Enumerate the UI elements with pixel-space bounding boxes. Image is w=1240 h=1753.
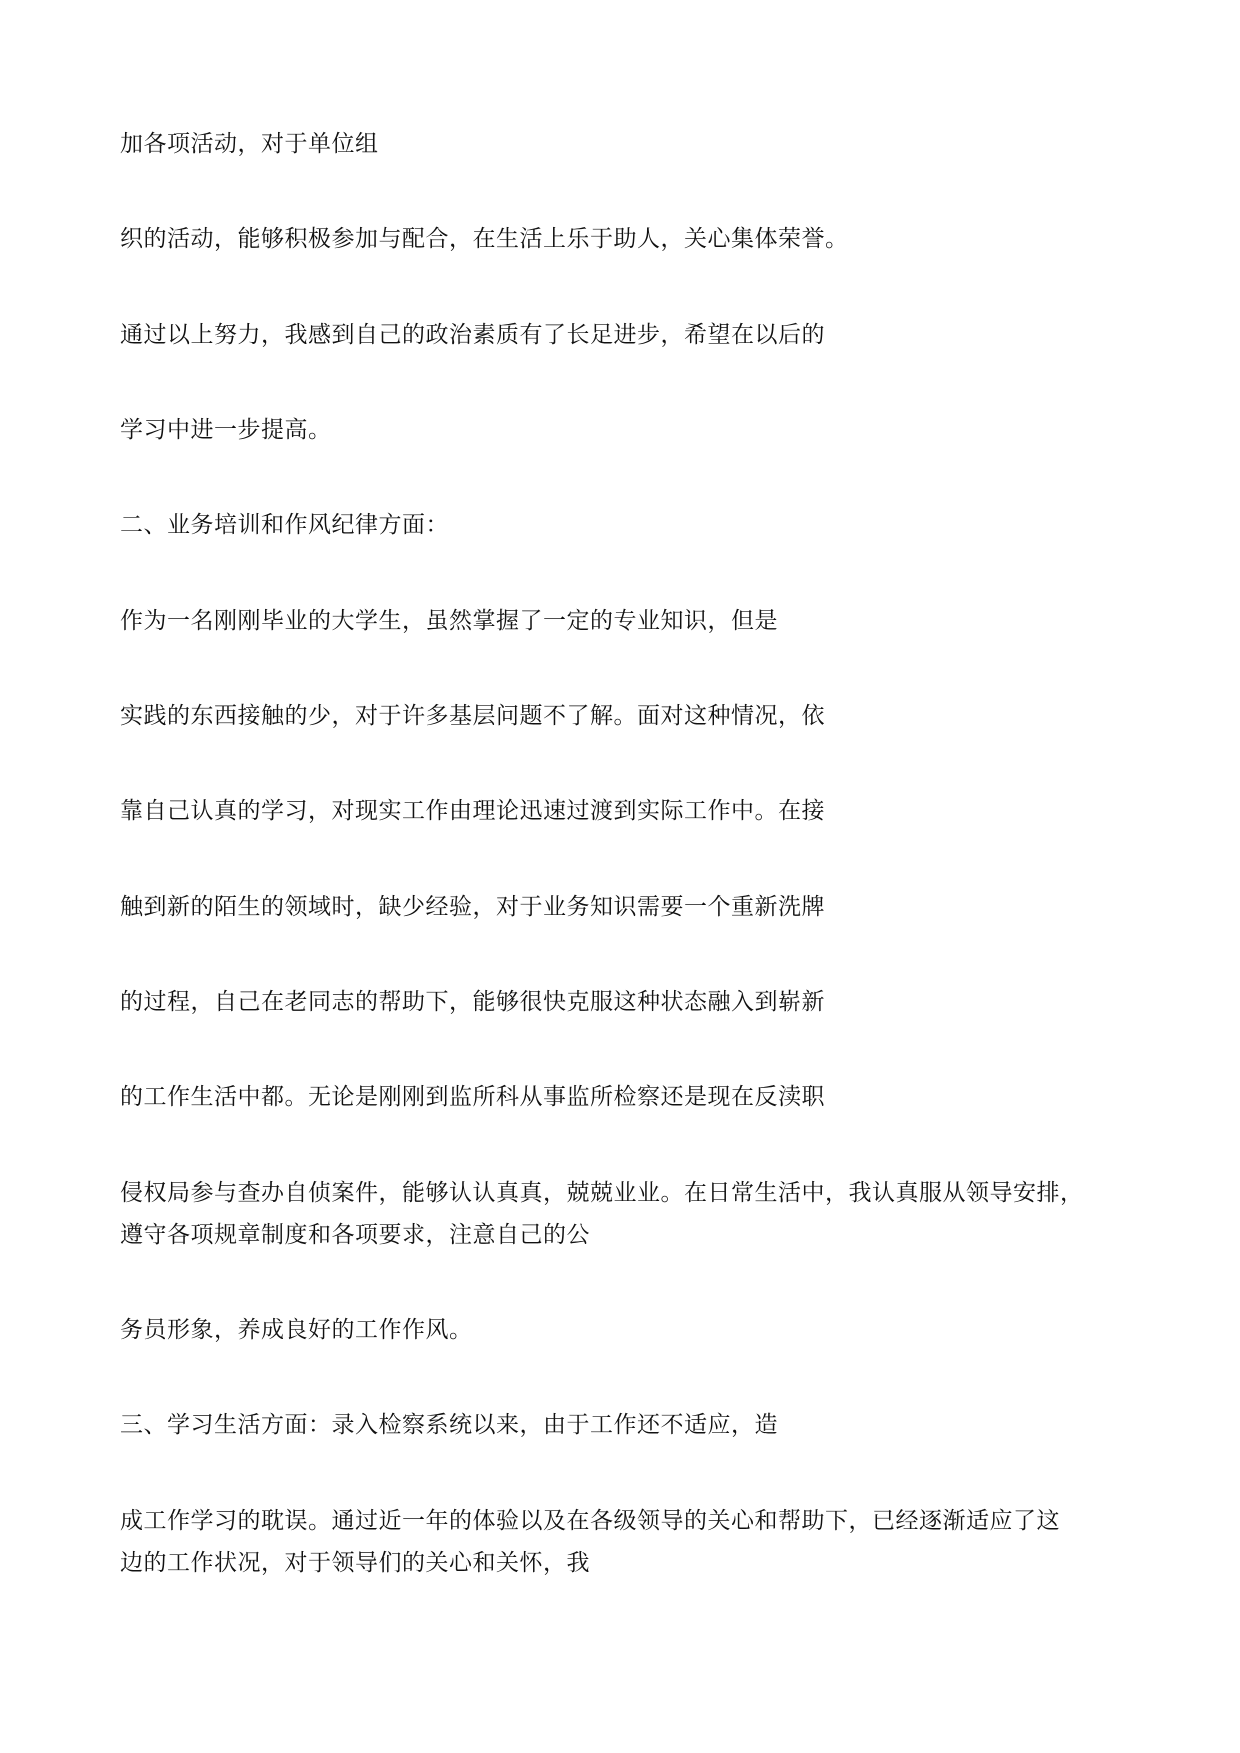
section-heading: 三、学习生活方面：录入检察系统以来，由于工作还不适应，造 <box>120 1412 778 1438</box>
text-line: 的过程，自己在老同志的帮助下，能够很快克服这种状态融入到崭新 <box>120 989 825 1015</box>
text-line: 侵权局参与查办自侦案件，能够认认真真，兢兢业业。在日常生活中，我认真服从领导安排， <box>120 1180 1084 1206</box>
text-line: 织的活动，能够积极参加与配合，在生活上乐于助人，关心集体荣誉。 <box>120 226 849 252</box>
text-line: 的工作生活中都。无论是刚刚到监所科从事监所检察还是现在反渎职 <box>120 1084 825 1110</box>
text-line: 学习中进一步提高。 <box>120 417 332 443</box>
text-line: 实践的东西接触的少，对于许多基层问题不了解。面对这种情况，依 <box>120 703 825 729</box>
text-line: 作为一名刚刚毕业的大学生，虽然掌握了一定的专业知识，但是 <box>120 608 778 634</box>
text-line: 遵守各项规章制度和各项要求，注意自己的公 <box>120 1222 590 1248</box>
text-line: 触到新的陌生的领域时，缺少经验，对于业务知识需要一个重新洗牌 <box>120 894 825 920</box>
text-line: 通过以上努力，我感到自己的政治素质有了长足进步，希望在以后的 <box>120 322 825 348</box>
text-line: 成工作学习的耽误。通过近一年的体验以及在各级领导的关心和帮助下，已经逐渐适应了这 <box>120 1508 1060 1534</box>
text-line: 加各项活动，对于单位组 <box>120 131 379 157</box>
text-line: 边的工作状况，对于领导们的关心和关怀，我 <box>120 1550 590 1576</box>
section-heading: 二、业务培训和作风纪律方面： <box>120 512 449 538</box>
text-line: 务员形象，养成良好的工作作风。 <box>120 1317 473 1343</box>
text-line: 靠自己认真的学习，对现实工作由理论迅速过渡到实际工作中。在接 <box>120 798 825 824</box>
